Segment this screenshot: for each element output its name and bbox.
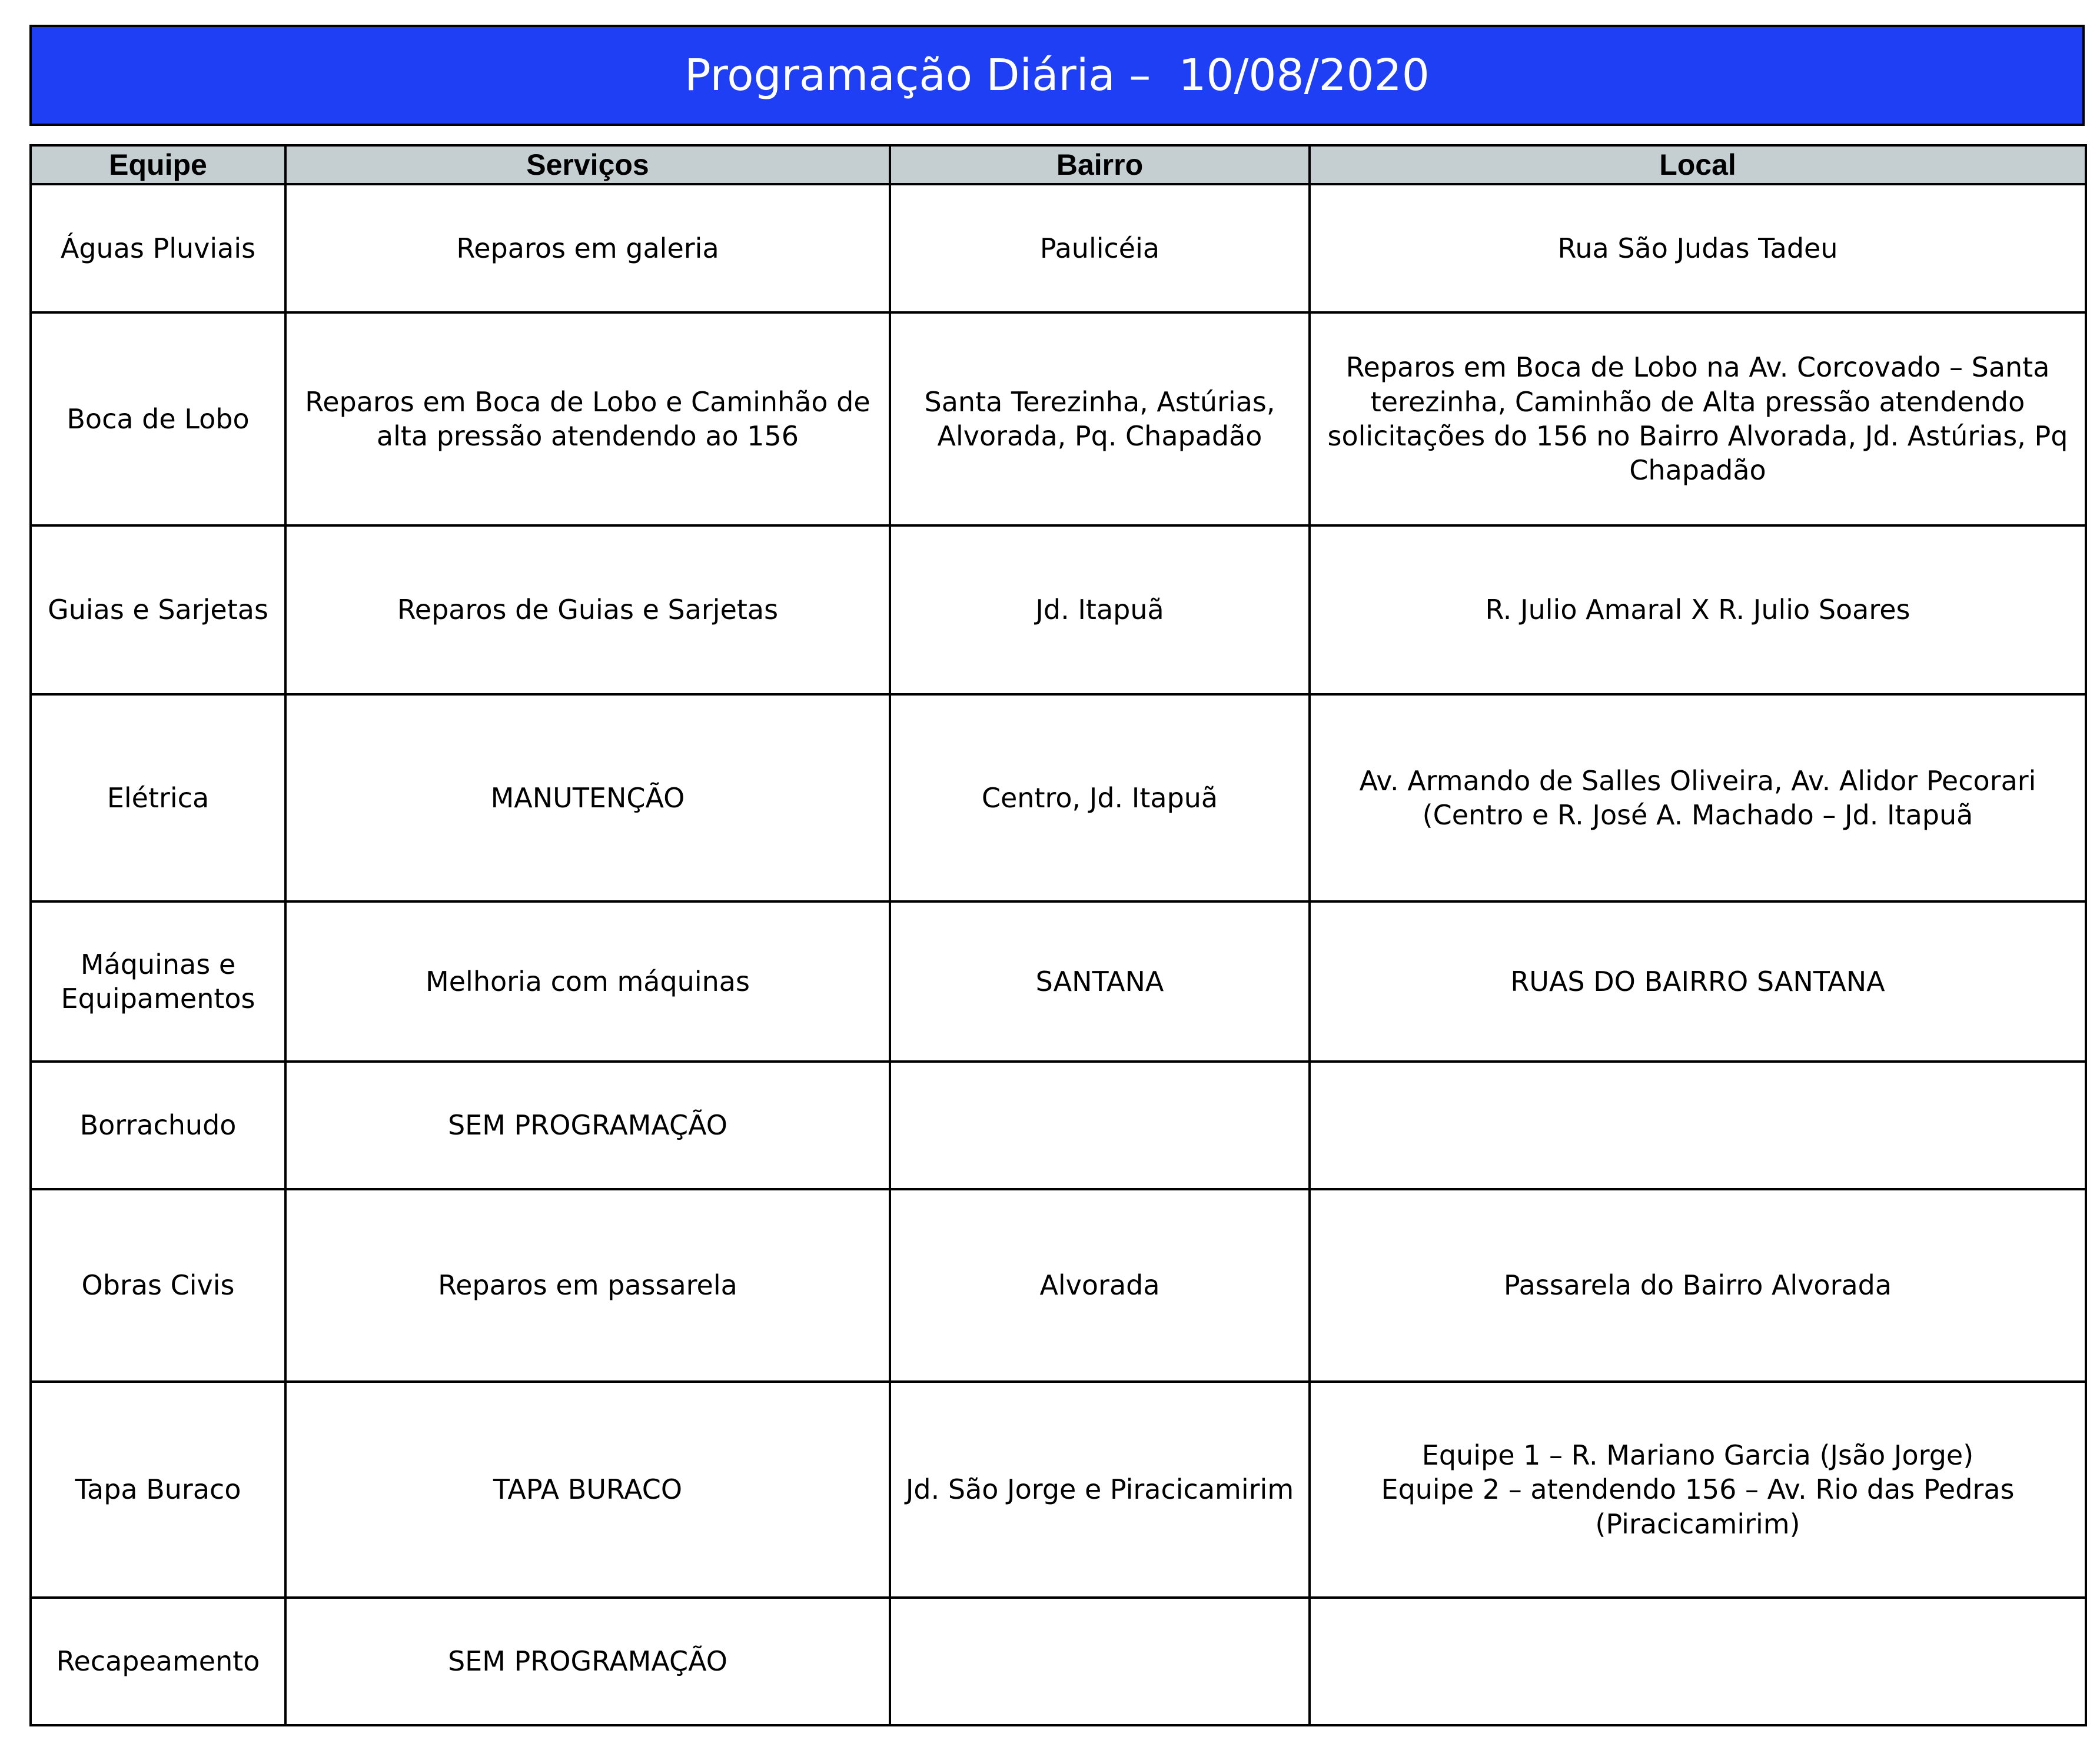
column-header-local: Local	[1310, 145, 2086, 184]
table-row	[31, 312, 2086, 525]
page-title: Programação Diária – 10/08/2020	[29, 25, 2085, 126]
table-row	[31, 184, 2086, 312]
cell-equipe: Águas Pluviais	[31, 184, 285, 312]
cell-bairro	[890, 1598, 1310, 1725]
table-row	[31, 1062, 2086, 1189]
cell-equipe: Recapeamento	[31, 1598, 285, 1725]
cell-equipe: Elétrica	[31, 694, 285, 901]
cell-local: Equipe 1 – R. Mariano Garcia (Jsão Jorge) Equipe 2 – atendendo 156 – Av. Rio das Pedras (Piracicamirim)	[1310, 1382, 2086, 1598]
cell-local: Rua São Judas Tadeu	[1310, 184, 2086, 312]
cell-local: Reparos em Boca de Lobo na Av. Corcovado – Santa terezinha, Caminhão de Alta pressão atendendo solicitações do 156 no Bairro Alvorada, Jd. Astúrias, Pq Chapadão	[1310, 312, 2086, 525]
cell-servicos: SEM PROGRAMAÇÃO	[285, 1598, 890, 1725]
cell-servicos: Reparos em galeria	[285, 184, 890, 312]
cell-servicos: Reparos em Boca de Lobo e Caminhão de alta pressão atendendo ao 156	[285, 312, 890, 525]
schedule-table	[29, 144, 2087, 1726]
table-row	[31, 694, 2086, 901]
cell-bairro: Jd. São Jorge e Piracicamirim	[890, 1382, 1310, 1598]
cell-equipe: Guias e Sarjetas	[31, 525, 285, 694]
cell-equipe: Tapa Buraco	[31, 1382, 285, 1598]
cell-bairro: Alvorada	[890, 1189, 1310, 1382]
cell-bairro: SANTANA	[890, 901, 1310, 1062]
cell-local	[1310, 1062, 2086, 1189]
cell-equipe: Boca de Lobo	[31, 312, 285, 525]
cell-servicos: SEM PROGRAMAÇÃO	[285, 1062, 890, 1189]
cell-servicos: MANUTENÇÃO	[285, 694, 890, 901]
cell-local: Av. Armando de Salles Oliveira, Av. Alidor Pecorari (Centro e R. José A. Machado – Jd. Itapuã	[1310, 694, 2086, 901]
cell-local: RUAS DO BAIRRO SANTANA	[1310, 901, 2086, 1062]
column-header-servicos: Serviços	[285, 145, 890, 184]
table-row	[31, 1189, 2086, 1382]
table-row	[31, 1598, 2086, 1725]
cell-servicos: Reparos de Guias e Sarjetas	[285, 525, 890, 694]
cell-bairro: Centro, Jd. Itapuã	[890, 694, 1310, 901]
cell-equipe: Máquinas e Equipamentos	[31, 901, 285, 1062]
cell-equipe: Obras Civis	[31, 1189, 285, 1382]
table-row	[31, 1382, 2086, 1598]
cell-bairro: Jd. Itapuã	[890, 525, 1310, 694]
column-header-bairro: Bairro	[890, 145, 1310, 184]
cell-bairro: Paulicéia	[890, 184, 1310, 312]
cell-servicos: TAPA BURACO	[285, 1382, 890, 1598]
cell-bairro: Santa Terezinha, Astúrias, Alvorada, Pq. Chapadão	[890, 312, 1310, 525]
cell-servicos: Reparos em passarela	[285, 1189, 890, 1382]
cell-local: Passarela do Bairro Alvorada	[1310, 1189, 2086, 1382]
table-row	[31, 525, 2086, 694]
cell-local: R. Julio Amaral X R. Julio Soares	[1310, 525, 2086, 694]
column-header-equipe: Equipe	[31, 145, 285, 184]
cell-bairro	[890, 1062, 1310, 1189]
cell-servicos: Melhoria com máquinas	[285, 901, 890, 1062]
cell-local	[1310, 1598, 2086, 1725]
table-row	[31, 901, 2086, 1062]
header-row	[31, 145, 2086, 184]
cell-equipe: Borrachudo	[31, 1062, 285, 1189]
